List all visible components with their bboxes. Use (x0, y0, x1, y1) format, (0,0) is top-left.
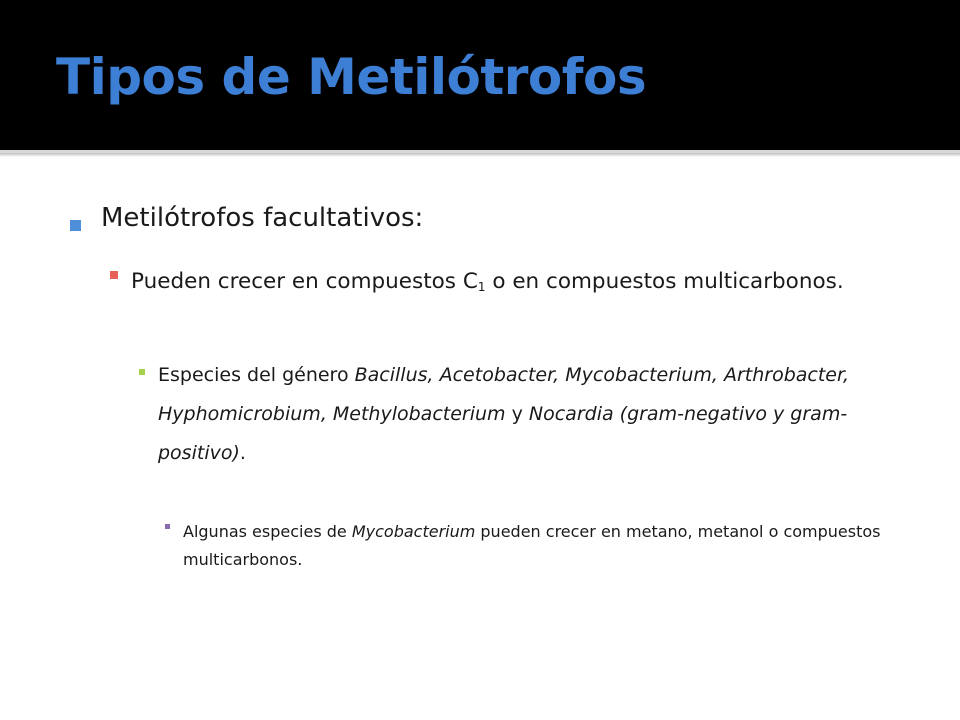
level3-text-start: Especies del género (158, 364, 355, 386)
bullet-level2-square (110, 271, 118, 279)
bullet-level1-text: Metilótrofos facultativos: (101, 203, 424, 233)
level2-text-start: Pueden crecer en compuestos C (131, 269, 478, 294)
mycobacterium-italic: Mycobacterium (351, 522, 476, 541)
slide-title: Tipos de Metilótrofos (56, 48, 647, 106)
bullet-level2-text (131, 264, 921, 300)
bullet-level3-text (158, 356, 888, 473)
bullet-level4-square (165, 524, 170, 529)
level2-text-end: o en compuestos multicarbonos. (485, 269, 844, 294)
level3-period: . (239, 442, 246, 464)
level4-text-start: Algunas especies de (183, 522, 352, 541)
bullet-level1-square (70, 220, 81, 231)
nocardia-italic: Nocardia (gram-negativo y gram-positivo) (158, 403, 848, 464)
subscript-1: 1 (477, 280, 486, 294)
bullet-level3-square (139, 369, 145, 375)
genus-list-italic: Bacillus, Acetobacter, Mycobacterium, Arthrobacter, Hyphomicrobium, Methylobacterium (158, 364, 850, 425)
level4-text-end: pueden crecer en metano, metanol o compuestos multicarbonos. (183, 522, 881, 569)
bullet-level4-text (183, 518, 903, 574)
level3-conjunction: y (505, 403, 529, 425)
